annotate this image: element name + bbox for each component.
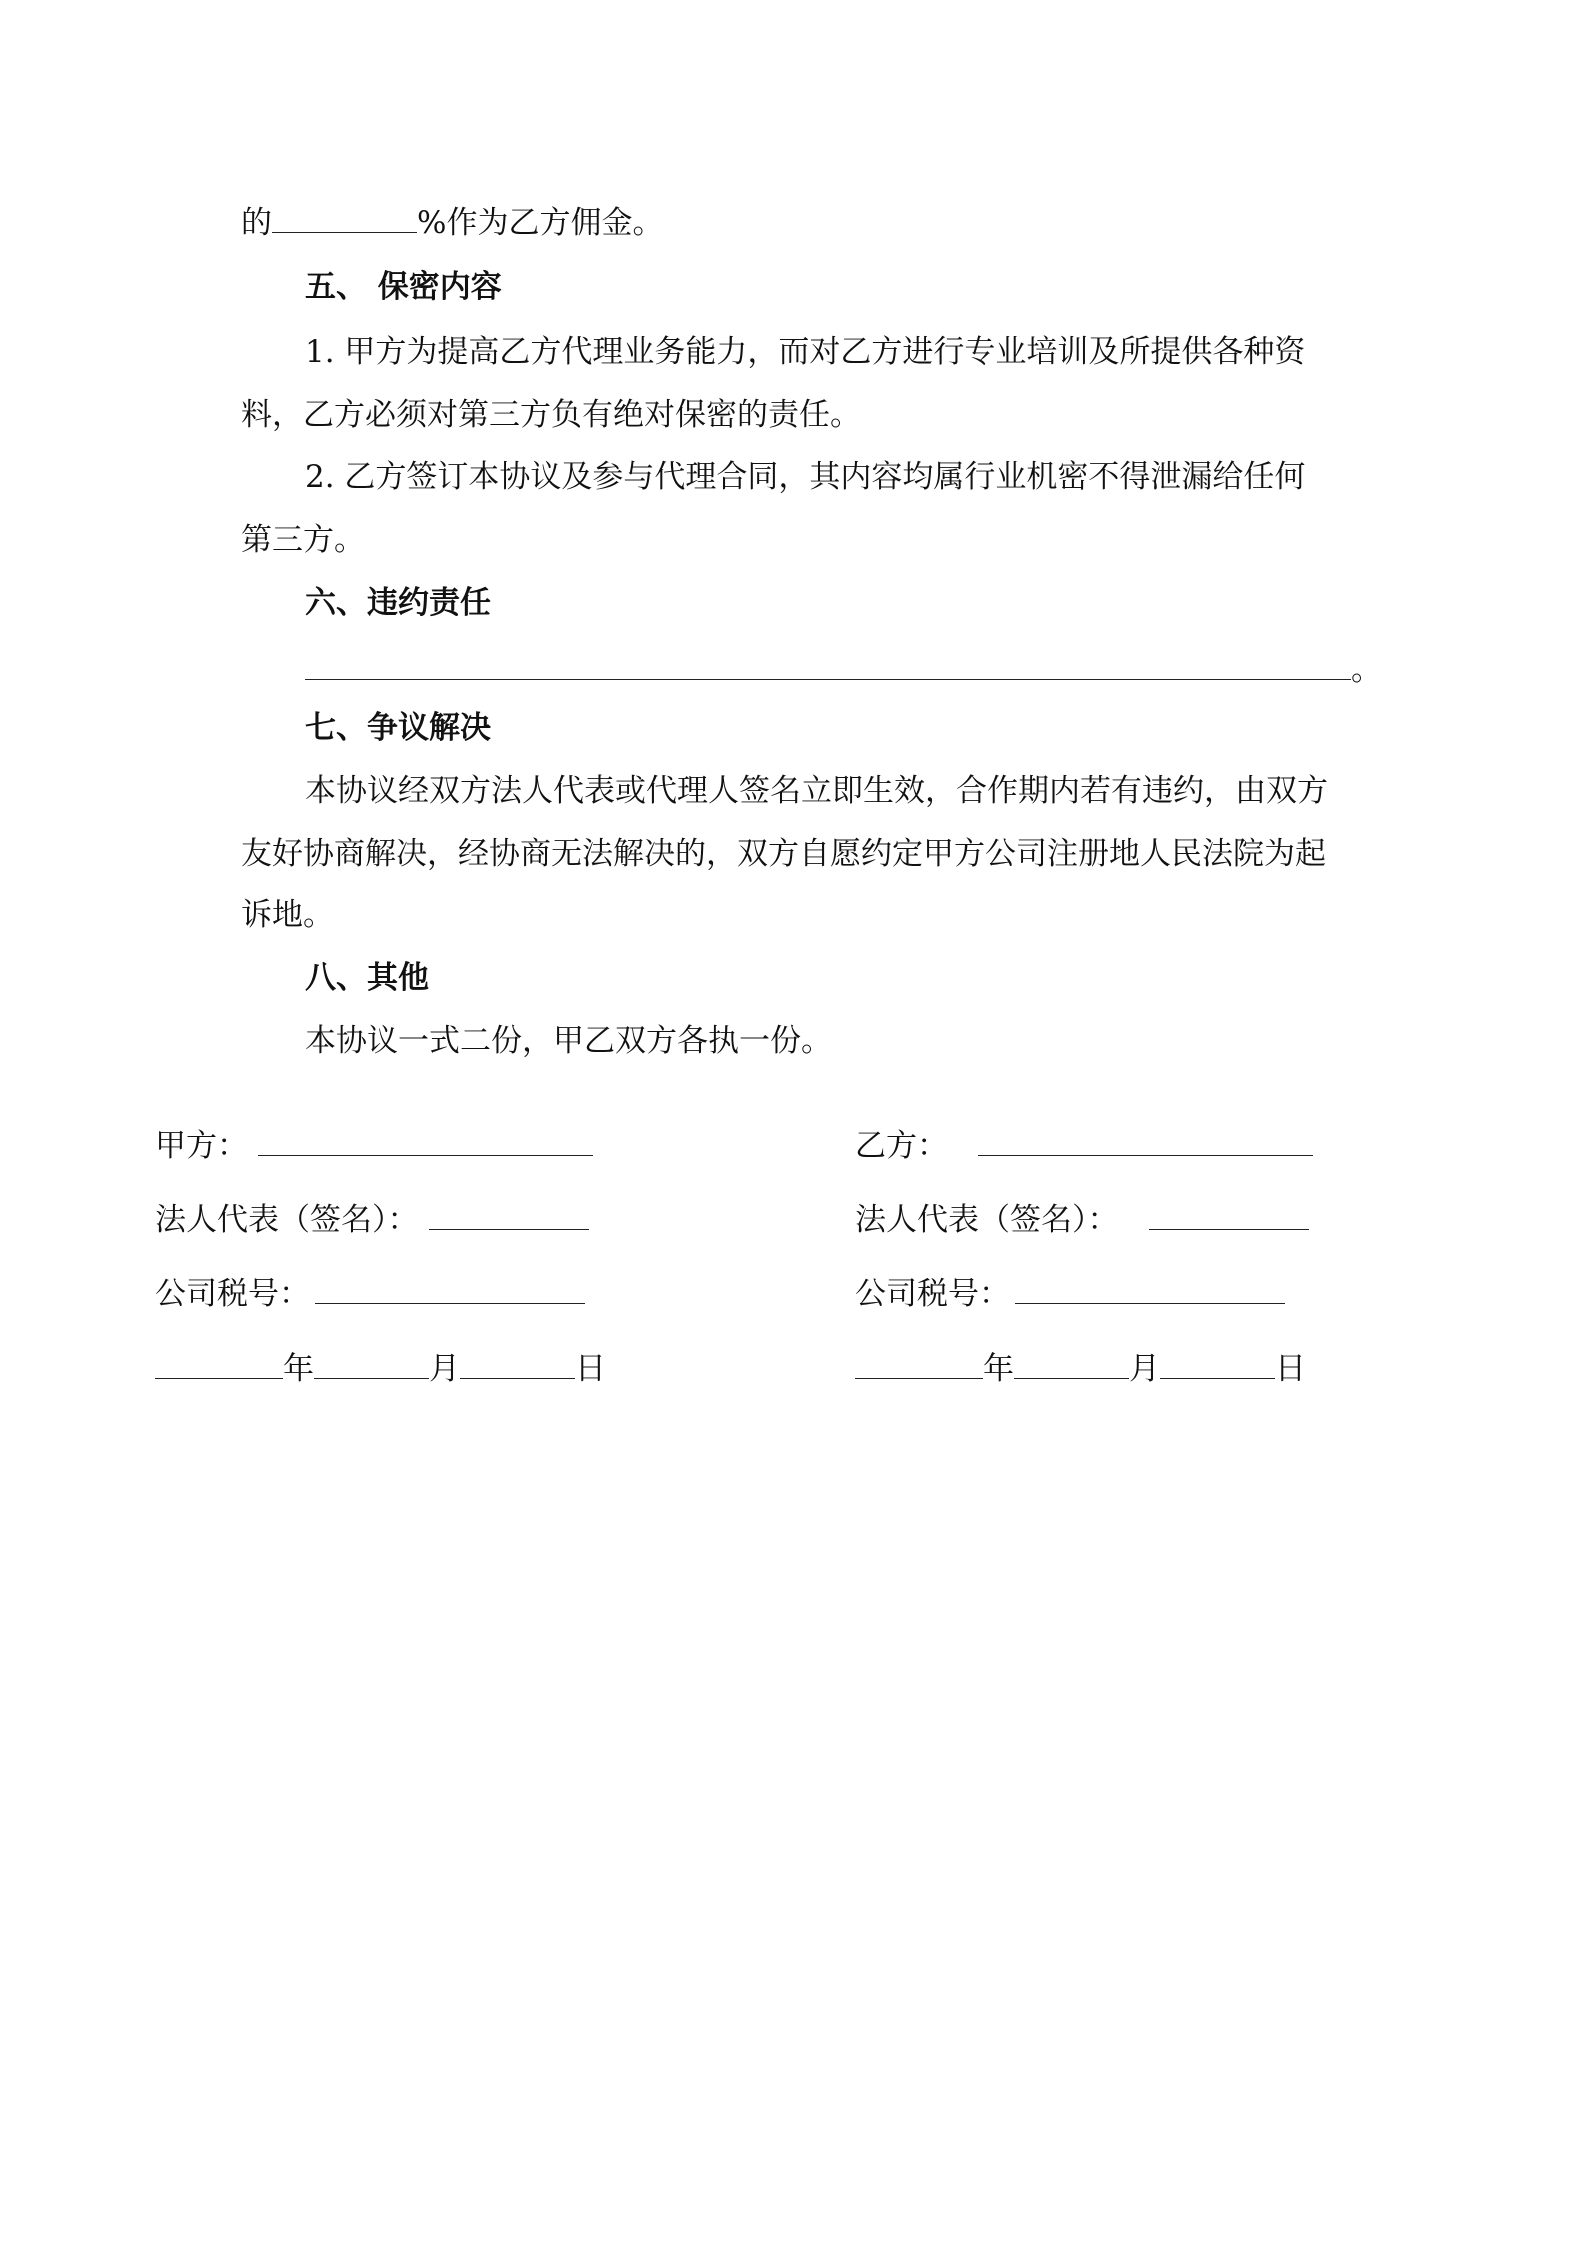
party-b-tax-row <box>855 1274 1285 1314</box>
commission-line <box>241 203 663 243</box>
party-b-tax-label: 公司税号： <box>855 1276 1010 1312</box>
section-7-line-1: 本协议经双方法人代表或代理人签名立即生效，合作期内若有违约，由双方 <box>305 773 1328 809</box>
party-a-rep-blank[interactable] <box>429 1203 589 1230</box>
section-5-item-1-line-2: 料，乙方必须对第三方负有绝对保密的责任。 <box>241 397 861 433</box>
party-a-rep-row <box>155 1200 589 1240</box>
section-7-line-2: 友好协商解决，经协商无法解决的，双方自愿约定甲方公司注册地人民法院为起 <box>241 836 1326 872</box>
commission-suffix: %作为乙方佣金。 <box>417 205 664 241</box>
party-a-year-label: 年 <box>283 1351 314 1387</box>
party-b-name-blank[interactable] <box>978 1129 1313 1156</box>
party-a-month-blank[interactable] <box>314 1352 429 1379</box>
party-a-tax-row <box>155 1274 585 1314</box>
section-5-heading: 五、 保密内容 <box>305 269 502 305</box>
section-5-item-2-line-1: 2. 乙方签订本协议及参与代理合同，其内容均属行业机密不得泄漏给任何 <box>305 459 1306 495</box>
party-b-date-row <box>855 1349 1306 1389</box>
party-b-tax-blank[interactable] <box>1015 1277 1285 1304</box>
section-7-line-3: 诉地。 <box>241 897 334 933</box>
party-b-day-label: 日 <box>1275 1351 1306 1387</box>
commission-prefix: 的 <box>241 205 272 241</box>
party-a-tax-blank[interactable] <box>315 1277 585 1304</box>
party-a-day-blank[interactable] <box>460 1352 575 1379</box>
section-8-line-1: 本协议一式二份，甲乙双方各执一份。 <box>305 1023 832 1059</box>
party-a-name-blank[interactable] <box>258 1129 593 1156</box>
section-6-heading: 六、违约责任 <box>305 585 491 621</box>
party-a-rep-label: 法人代表（签名）： <box>155 1202 419 1238</box>
section-5-item-2-line-2: 第三方。 <box>241 522 365 558</box>
commission-percent-blank[interactable] <box>272 206 417 233</box>
party-a-year-blank[interactable] <box>155 1352 283 1379</box>
party-b-month-blank[interactable] <box>1014 1352 1129 1379</box>
breach-liability-end: 。 <box>1351 652 1382 688</box>
section-7-heading: 七、争议解决 <box>305 710 491 746</box>
party-b-year-label: 年 <box>983 1351 1014 1387</box>
party-b-month-label: 月 <box>1129 1351 1160 1387</box>
breach-liability-blank[interactable] <box>305 653 1351 680</box>
party-b-year-blank[interactable] <box>855 1352 983 1379</box>
party-b-rep-label: 法人代表（签名）： <box>855 1202 1119 1238</box>
breach-liability-line <box>305 650 1382 690</box>
party-a-name-row <box>155 1126 593 1166</box>
party-a-label: 甲方： <box>155 1128 248 1164</box>
party-b-rep-blank[interactable] <box>1149 1203 1309 1230</box>
section-8-heading: 八、其他 <box>305 960 429 996</box>
party-b-name-row <box>855 1126 1313 1166</box>
section-5-item-1-line-1: 1. 甲方为提高乙方代理业务能力，而对乙方进行专业培训及所提供各种资 <box>305 334 1306 370</box>
party-b-rep-row <box>855 1200 1309 1240</box>
party-a-month-label: 月 <box>429 1351 460 1387</box>
party-a-tax-label: 公司税号： <box>155 1276 310 1312</box>
party-a-date-row <box>155 1349 606 1389</box>
party-a-day-label: 日 <box>575 1351 606 1387</box>
party-b-day-blank[interactable] <box>1160 1352 1275 1379</box>
party-b-label: 乙方： <box>855 1128 948 1164</box>
